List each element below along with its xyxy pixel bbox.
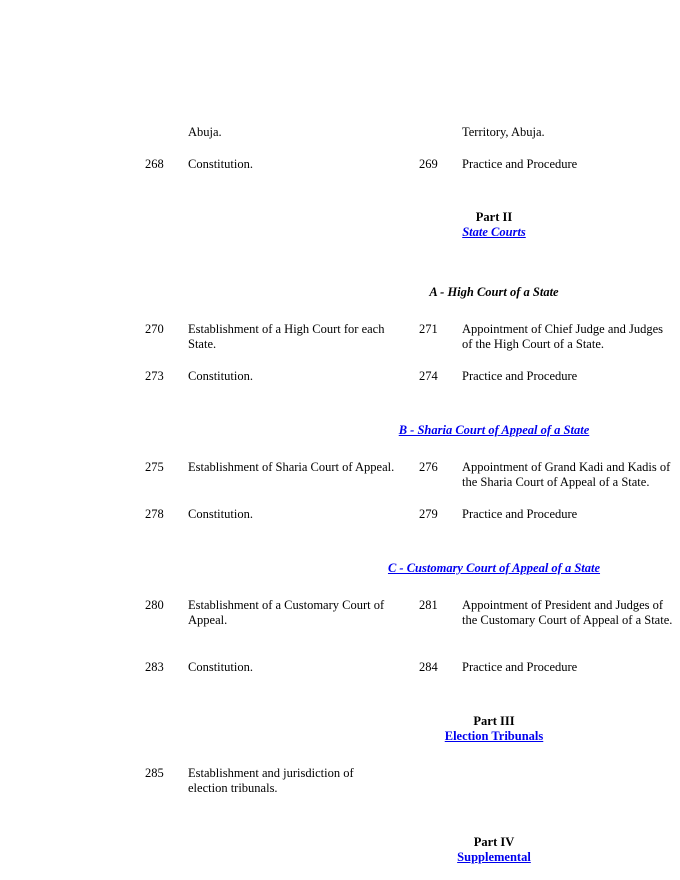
section-title: Practice and Procedure xyxy=(462,507,578,521)
section-title: Practice and Procedure xyxy=(462,660,578,674)
section-number: 285 xyxy=(145,766,164,780)
section-number: 276 xyxy=(419,460,438,474)
part-label: Part IV xyxy=(473,835,515,849)
section-title: Establishment of a Customary Court of Appeal. xyxy=(188,598,385,627)
section-number: 270 xyxy=(145,322,164,336)
section-number: 281 xyxy=(419,598,438,612)
section-title: Constitution. xyxy=(188,660,253,674)
section-number: 284 xyxy=(419,660,438,674)
section-heading-c-link[interactable]: C - Customary Court of Appeal of a State xyxy=(387,561,601,575)
section-number: 275 xyxy=(145,460,164,474)
part-label: Part II xyxy=(475,210,513,224)
section-number: 271 xyxy=(419,322,438,336)
section-title: Establishment of Sharia Court of Appeal. xyxy=(188,460,395,474)
part-label: Part III xyxy=(473,714,515,728)
part-link-supplemental[interactable]: Supplemental xyxy=(457,850,531,864)
section-number: 274 xyxy=(419,369,438,383)
section-title: Establishment and jurisdiction of election tribunals. xyxy=(188,766,354,795)
section-number: 269 xyxy=(419,157,438,171)
section-number: 273 xyxy=(145,369,164,383)
section-number: 279 xyxy=(419,507,438,521)
section-title: Constitution. xyxy=(188,507,253,521)
section-title: Appointment of President and Judges of the Customary Court of Appeal of a State. xyxy=(462,598,673,627)
section-number: 278 xyxy=(145,507,164,521)
section-heading-a: A - High Court of a State xyxy=(429,285,559,299)
section-title: Territory, Abuja. xyxy=(462,125,545,139)
section-number: 268 xyxy=(145,157,164,171)
section-title: Appointment of Grand Kadi and Kadis of the Sharia Court of Appeal of a State. xyxy=(462,460,671,489)
section-title: Practice and Procedure xyxy=(462,157,578,171)
section-title: Abuja. xyxy=(188,125,222,139)
part-link-election-tribunals[interactable]: Election Tribunals xyxy=(444,729,544,743)
part-link-state-courts[interactable]: State Courts xyxy=(462,225,526,239)
section-heading-b-link[interactable]: B - Sharia Court of Appeal of a State xyxy=(398,423,590,437)
section-title: Establishment of a High Court for each State. xyxy=(188,322,385,351)
section-title: Practice and Procedure xyxy=(462,369,578,383)
section-number: 280 xyxy=(145,598,164,612)
section-title: Appointment of Chief Judge and Judges of the High Court of a State. xyxy=(462,322,664,351)
section-title: Constitution. xyxy=(188,157,253,171)
section-title: Constitution. xyxy=(188,369,253,383)
section-number: 283 xyxy=(145,660,164,674)
